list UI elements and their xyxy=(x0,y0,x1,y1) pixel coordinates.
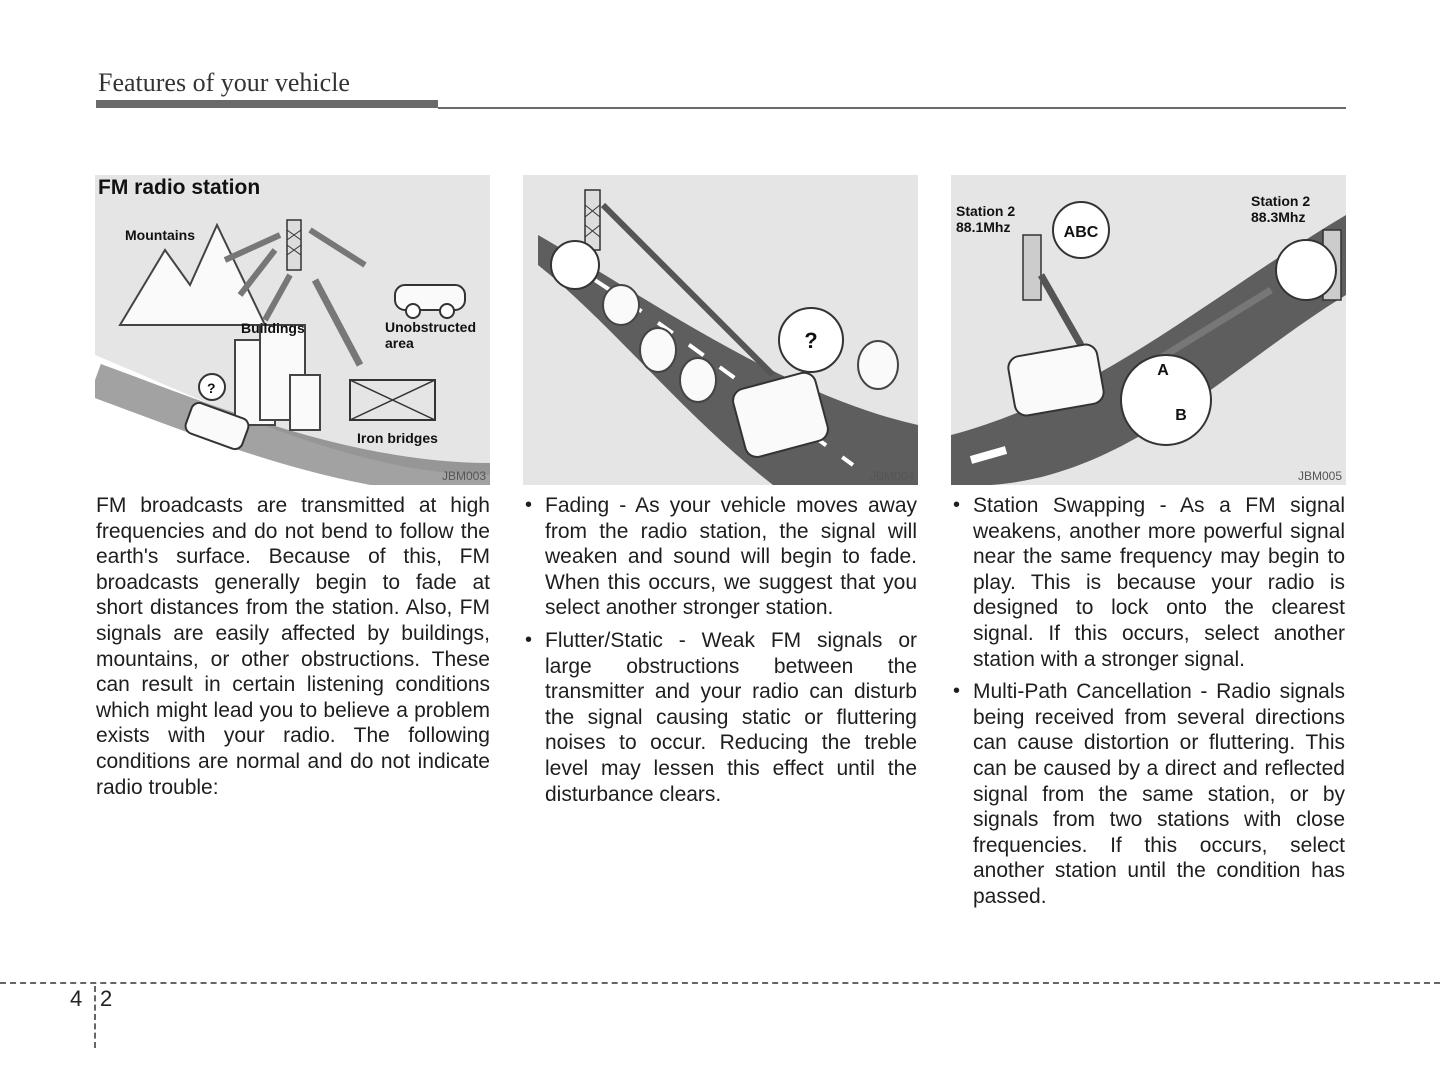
fading-illustration xyxy=(523,175,918,485)
bullet-fading: • Fading - As your vehicle moves away from the radio station, the signal will weaken and sound will begin to fade. When this occurs, we suggest that you select another stronger station. xyxy=(523,493,917,621)
figure-fm-radio-station xyxy=(95,175,490,485)
figure-station-swapping xyxy=(951,175,1346,485)
page-number-separator xyxy=(94,986,96,1048)
svg-text:?: ? xyxy=(804,328,818,353)
bullet-flutter-static: • Flutter/Static - Weak FM signals or large obstructions between the transmitter and your radio can disturb the signal causing static or fluttering noises to occur. Reducing the treble level may lessen this effect until the disturbance clears. xyxy=(523,628,917,807)
column-3-text xyxy=(951,493,1345,917)
figure-fading xyxy=(523,175,918,485)
intro-paragraph: FM broadcasts are transmitted at high frequencies and do not bend to follow the earth's surface. Because of this, FM broadcasts generally begin to fade at short distances from the station. Also, FM signals are easily affected by buildings, mountains, or other obstructions. These can result in certain listening conditions which might lead you to believe a problem exists with your radio. The following conditions are normal and do not indicate radio trouble: xyxy=(96,494,490,799)
svg-text:ABC: ABC xyxy=(1063,224,1099,241)
footer-rule xyxy=(0,982,1440,984)
label-iron-bridges: Iron bridges xyxy=(357,430,438,446)
figure-code: JBM004 xyxy=(869,469,914,483)
header-rule xyxy=(438,107,1346,109)
label-station-left-name: Station 2 xyxy=(956,203,1016,219)
label-station-left-freq: 88.1Mhz xyxy=(956,219,1011,235)
label-question: ? xyxy=(207,380,216,396)
header-bar xyxy=(96,100,438,108)
bullet-multi-path: • Multi-Path Cancellation - Radio signals being received from several directions can cause distortion or fluttering. This can be caused by a direct and reflected signal from the same station, or by signals from two stations with close frequencies. If this occurs, select another station until the condition has passed. xyxy=(951,679,1345,909)
bullet-station-swapping: • Station Swapping - As a FM signal weakens, another more powerful signal near the same frequency may begin to play. This is because your radio is designed to lock onto the clearest signal. If this occurs, select another station with a stronger signal. xyxy=(951,493,1345,672)
column-1-text xyxy=(96,493,490,800)
label-mountains: Mountains xyxy=(125,227,195,243)
figure-code: JBM003 xyxy=(441,469,486,483)
chapter-number: 4 xyxy=(70,986,83,1011)
figure-heading: FM radio station xyxy=(98,176,261,199)
page-header-title: Features of your vehicle xyxy=(98,68,350,97)
label-station-right-freq: 88.3Mhz xyxy=(1251,209,1306,225)
svg-text:A: A xyxy=(1157,362,1169,379)
figure-code: JBM005 xyxy=(1297,469,1342,483)
column-2-text xyxy=(523,493,917,814)
label-unobstructed-area: Unobstructed area xyxy=(385,319,476,351)
svg-text:B: B xyxy=(1175,407,1187,424)
page-number: 2 xyxy=(100,986,113,1011)
label-station-right-name: Station 2 xyxy=(1251,193,1311,209)
label-buildings: Buildings xyxy=(241,320,305,336)
